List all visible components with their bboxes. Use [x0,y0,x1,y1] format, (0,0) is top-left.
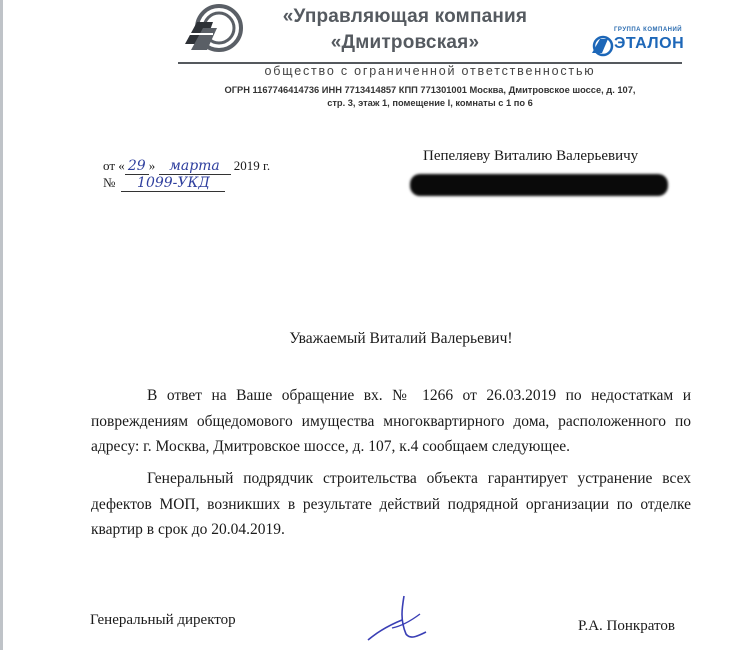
redaction-bar [410,174,668,196]
body-paragraph-1: В ответ на Ваше обращение вх. № 1266 от 26.03.2019 по недостаткам и повреждениям общедомового имущества многоквартирного дома, расположенного по адресу: г. Москва, Дмитровское шоссе, д. 107, к.4 сообщаем следующее. [91,387,691,455]
date-month: марта [159,159,231,175]
company-logo-icon [183,4,247,54]
date-day: 29 [125,159,149,175]
signatory-title: Генеральный директор [90,612,236,628]
page-edge [0,0,3,650]
legal-form: общество с ограниченной ответственностью [264,64,596,78]
body-paragraph-2: Генеральный подрядчик строительства объекта гарантирует устранение всех дефектов МОП, возникших в результате действий подрядной организации по отделке квартир в срок до 20.04.2019. [91,470,691,538]
requisites-line2: стр. 3, этаж 1, помещение I, комнаты с 1 по 6 [327,98,533,108]
company-name-line1: «Управляющая компания [282,6,528,27]
company-name [270,4,540,56]
signatory-name: Р.А. Понкратов [578,618,675,634]
date-mid: » [148,158,156,173]
requisites-line1: ОГРН 1167746414736 ИНН 7713414857 КПП 771301001 Москва, Дмитровское шоссе, д. 107, [224,85,636,95]
handwritten-signature-icon [362,590,434,646]
number-value: 1099-УКД [121,176,225,192]
group-caption: ГРУППА КОМПАНИЙ [614,27,683,33]
letter-number [103,175,225,192]
date-prefix: от « [103,158,125,173]
group-name: ЭТАЛОН [614,35,685,52]
letter-date [103,158,270,175]
number-prefix: № [103,175,116,190]
company-requisites [178,84,682,110]
date-year: 2019 г. [233,158,271,173]
recipient-name: Пепеляеву Виталию Валерьевичу [423,148,639,164]
greeting: Уважаемый Виталий Валерьевич! [289,330,513,347]
company-name-line2: «Дмитровская» [330,32,480,53]
